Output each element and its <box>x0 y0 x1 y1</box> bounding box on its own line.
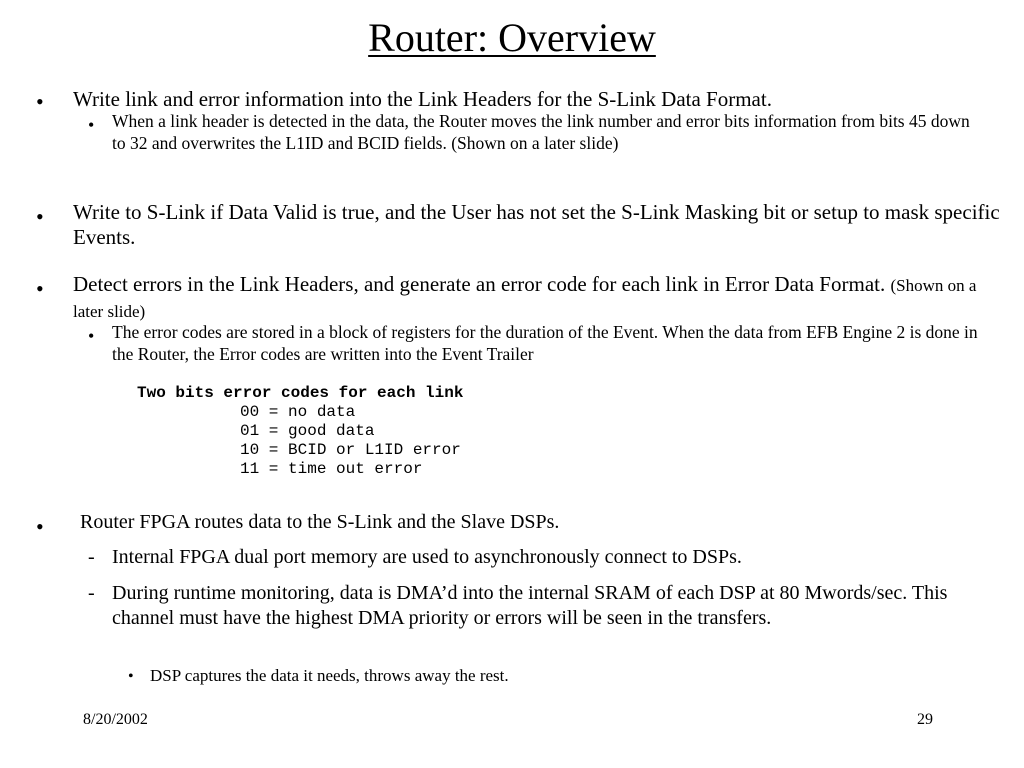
error-code-line: 01 = good data <box>240 422 375 440</box>
point-3-text-block <box>73 272 1003 324</box>
point-4-text: Router FPGA routes data to the S-Link and the Slave DSPs. <box>80 511 560 533</box>
point-1-sub-text: When a link header is detected in the data, the Router moves the link number and error bits information from bits 45 down to 32 and overwrites the L1ID and BCID fields. (Shown on a later slide) <box>112 111 970 153</box>
point-3-sub-text: The error codes are stored in a block of registers for the duration of the Event. When the data from EFB Engine 2 is done in the Router, the Error codes are written into the Event Trailer <box>112 322 978 364</box>
point-4-dash-1: Internal FPGA dual port memory are used to asynchronously connect to DSPs. <box>112 546 742 568</box>
slide-title: Router: Overview <box>368 15 656 60</box>
footer-date: 8/20/2002 <box>83 711 148 728</box>
point-3-note: (Shown on a later slide) <box>73 276 977 321</box>
error-code-line: 00 = no data <box>240 403 356 421</box>
error-code-line: 11 = time out error <box>240 460 423 478</box>
bullet-icon: • <box>36 276 44 301</box>
sub-sub-bullet-icon: • <box>128 668 134 685</box>
bullet-icon: • <box>36 89 44 114</box>
bullet-icon: • <box>36 514 44 539</box>
dash-icon: - <box>88 546 95 568</box>
footer-page-number: 29 <box>917 711 933 728</box>
point-1-text: Write link and error information into the Link Headers for the S-Link Data Format. <box>73 87 772 111</box>
error-code-line: 10 = BCID or L1ID error <box>240 441 461 459</box>
point-4-dash-2: During runtime monitoring, data is DMA’d into the internal SRAM of each DSP at 80 Mwords/sec. This channel must have the highest DMA priority or errors will be seen in the transfers. <box>112 582 948 629</box>
sub-bullet-icon: • <box>88 115 95 135</box>
point-4-subsub-text: DSP captures the data it needs, throws away the rest. <box>150 666 509 685</box>
point-3-text: Detect errors in the Link Headers, and generate an error code for each link in Error Data Format. <box>73 272 886 296</box>
dash-icon: - <box>88 582 95 604</box>
bullet-icon: • <box>36 204 44 229</box>
error-codes-heading: Two bits error codes for each link <box>137 384 464 402</box>
point-2-text: Write to S-Link if Data Valid is true, and the User has not set the S-Link Masking bit or setup to mask specific Events. <box>73 200 1000 249</box>
sub-bullet-icon: • <box>88 326 95 346</box>
